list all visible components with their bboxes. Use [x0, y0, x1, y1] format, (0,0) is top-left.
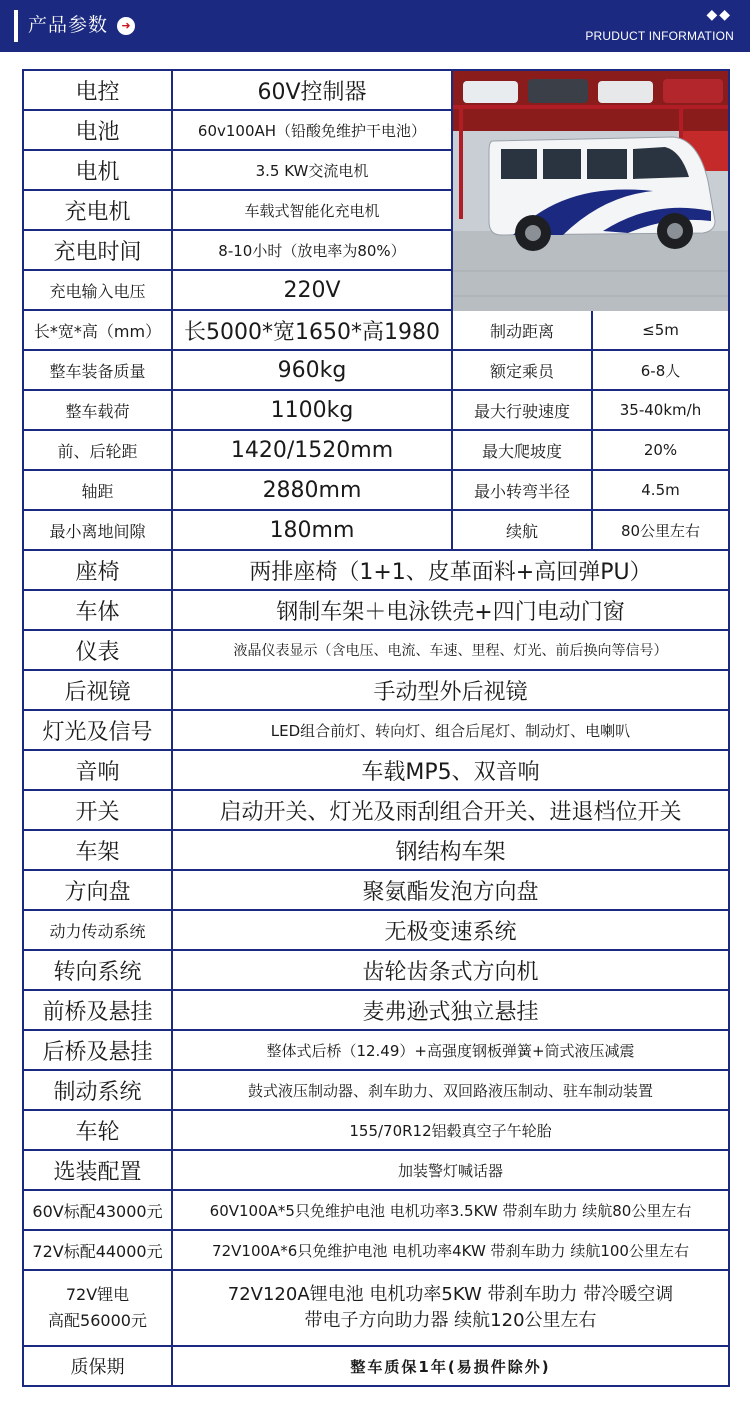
spec-value: 8-10小时（放电率为80%）: [173, 231, 451, 269]
spec-value: 钢制车架＋电泳铁壳+四门电动门窗: [173, 591, 728, 629]
spec-value-secondary: 4.5m: [593, 471, 728, 509]
spec-label: 60V标配43000元: [24, 1191, 171, 1229]
header-accent-bar: [14, 10, 18, 42]
spec-label: 后视镜: [24, 671, 171, 709]
spec-label: 充电输入电压: [24, 271, 171, 309]
spec-value-secondary: ≤5m: [593, 311, 728, 349]
spec-label: 最小离地间隙: [24, 511, 171, 549]
spec-value: 钢结构车架: [173, 831, 728, 869]
spec-label: 充电机: [24, 191, 171, 229]
spec-value: 180mm: [173, 511, 451, 549]
header-subtitle: PRUDUCT INFORMATION: [585, 29, 734, 43]
spec-value: 整体式后桥（12.49）+高强度钢板弹簧+筒式液压减震: [173, 1031, 728, 1069]
spec-label: 选装配置: [24, 1151, 171, 1189]
spec-label-secondary: 额定乘员: [453, 351, 591, 389]
spec-label: 前、后轮距: [24, 431, 171, 469]
header-title: 产品参数: [28, 14, 109, 36]
diamond-icon: ◆◆: [706, 7, 732, 23]
spec-label: 轴距: [24, 471, 171, 509]
spec-value: 车载MP5、双音响: [173, 751, 728, 789]
spec-value: 整车质保1年(易损件除外): [173, 1347, 728, 1385]
spec-label: 电机: [24, 151, 171, 189]
spec-value: 72V100A*6只免维护电池 电机功率4KW 带刹车助力 续航100公里左右: [173, 1231, 728, 1269]
spec-value-secondary: 6-8人: [593, 351, 728, 389]
spec-label: 车体: [24, 591, 171, 629]
spec-label: 整车装备质量: [24, 351, 171, 389]
spec-value: 车载式智能化充电机: [173, 191, 451, 229]
spec-value: 加装警灯喊话器: [173, 1151, 728, 1189]
spec-label-secondary: 最大爬坡度: [453, 431, 591, 469]
spec-value: 无极变速系统: [173, 911, 728, 949]
spec-label: 后桥及悬挂: [24, 1031, 171, 1069]
spec-label: 电池: [24, 111, 171, 149]
spec-label: 充电时间: [24, 231, 171, 269]
spec-value: 1100kg: [173, 391, 451, 429]
spec-value: 鼓式液压制动器、刹车助力、双回路液压制动、驻车制动装置: [173, 1071, 728, 1109]
spec-label: 方向盘: [24, 871, 171, 909]
spec-value: 1420/1520mm: [173, 431, 451, 469]
spec-label: 开关: [24, 791, 171, 829]
spec-value: 聚氨酯发泡方向盘: [173, 871, 728, 909]
spec-label-secondary: 制动距离: [453, 311, 591, 349]
spec-value-line: 带电子方向助力器 续航120公里左右: [304, 1310, 597, 1331]
spec-value: 两排座椅（1+1、皮革面料+高回弹PU）: [173, 551, 728, 589]
spec-value-secondary: 80公里左右: [593, 511, 728, 549]
spec-value: 手动型外后视镜: [173, 671, 728, 709]
spec-label: 音响: [24, 751, 171, 789]
spec-value: 启动开关、灯光及雨刮组合开关、进退档位开关: [173, 791, 728, 829]
spec-value: 长5000*宽1650*高1980: [173, 311, 451, 349]
page-header: [0, 0, 750, 52]
spec-label: 长*宽*高（mm）: [24, 311, 171, 349]
spec-value: 齿轮齿条式方向机: [173, 951, 728, 989]
spec-value: 220V: [173, 271, 451, 309]
arrow-right-icon: ➜: [117, 17, 135, 35]
spec-label: 座椅: [24, 551, 171, 589]
spec-value: 155/70R12铝毂真空子午轮胎: [173, 1111, 728, 1149]
spec-label: 制动系统: [24, 1071, 171, 1109]
spec-value: LED组合前灯、转向灯、组合后尾灯、制动灯、电喇叭: [173, 711, 728, 749]
vehicle-illustration: [453, 71, 728, 311]
spec-value: 960kg: [173, 351, 451, 389]
spec-value-line: 72V120A锂电池 电机功率5KW 带刹车助力 带冷暖空调: [227, 1284, 674, 1305]
spec-value: [173, 1271, 728, 1345]
spec-label-line: 72V锂电: [65, 1285, 130, 1304]
spec-value: 60v100AH（铅酸免维护干电池）: [173, 111, 451, 149]
spec-label-line: 高配56000元: [48, 1311, 147, 1330]
spec-label: 灯光及信号: [24, 711, 171, 749]
spec-label: 车架: [24, 831, 171, 869]
spec-label: 前桥及悬挂: [24, 991, 171, 1029]
spec-value-secondary: 20%: [593, 431, 728, 469]
spec-table: [22, 69, 730, 1387]
spec-value-secondary: 35-40km/h: [593, 391, 728, 429]
spec-label: 电控: [24, 71, 171, 109]
spec-label: 质保期: [24, 1347, 171, 1385]
spec-label: [24, 1271, 171, 1345]
spec-value: 60V控制器: [173, 71, 451, 109]
spec-value: 麦弗逊式独立悬挂: [173, 991, 728, 1029]
spec-label: 整车载荷: [24, 391, 171, 429]
spec-label-secondary: 最大行驶速度: [453, 391, 591, 429]
spec-value: 2880mm: [173, 471, 451, 509]
spec-value: 60V100A*5只免维护电池 电机功率3.5KW 带刹车助力 续航80公里左右: [173, 1191, 728, 1229]
spec-label: 72V标配44000元: [24, 1231, 171, 1269]
spec-label-secondary: 续航: [453, 511, 591, 549]
vehicle-photo: [453, 71, 728, 311]
spec-label: 动力传动系统: [24, 911, 171, 949]
spec-label: 仪表: [24, 631, 171, 669]
spec-value: 液晶仪表显示（含电压、电流、车速、里程、灯光、前后换向等信号）: [173, 631, 728, 669]
spec-label: 车轮: [24, 1111, 171, 1149]
spec-label: 转向系统: [24, 951, 171, 989]
spec-label-secondary: 最小转弯半径: [453, 471, 591, 509]
spec-value: 3.5 KW交流电机: [173, 151, 451, 189]
